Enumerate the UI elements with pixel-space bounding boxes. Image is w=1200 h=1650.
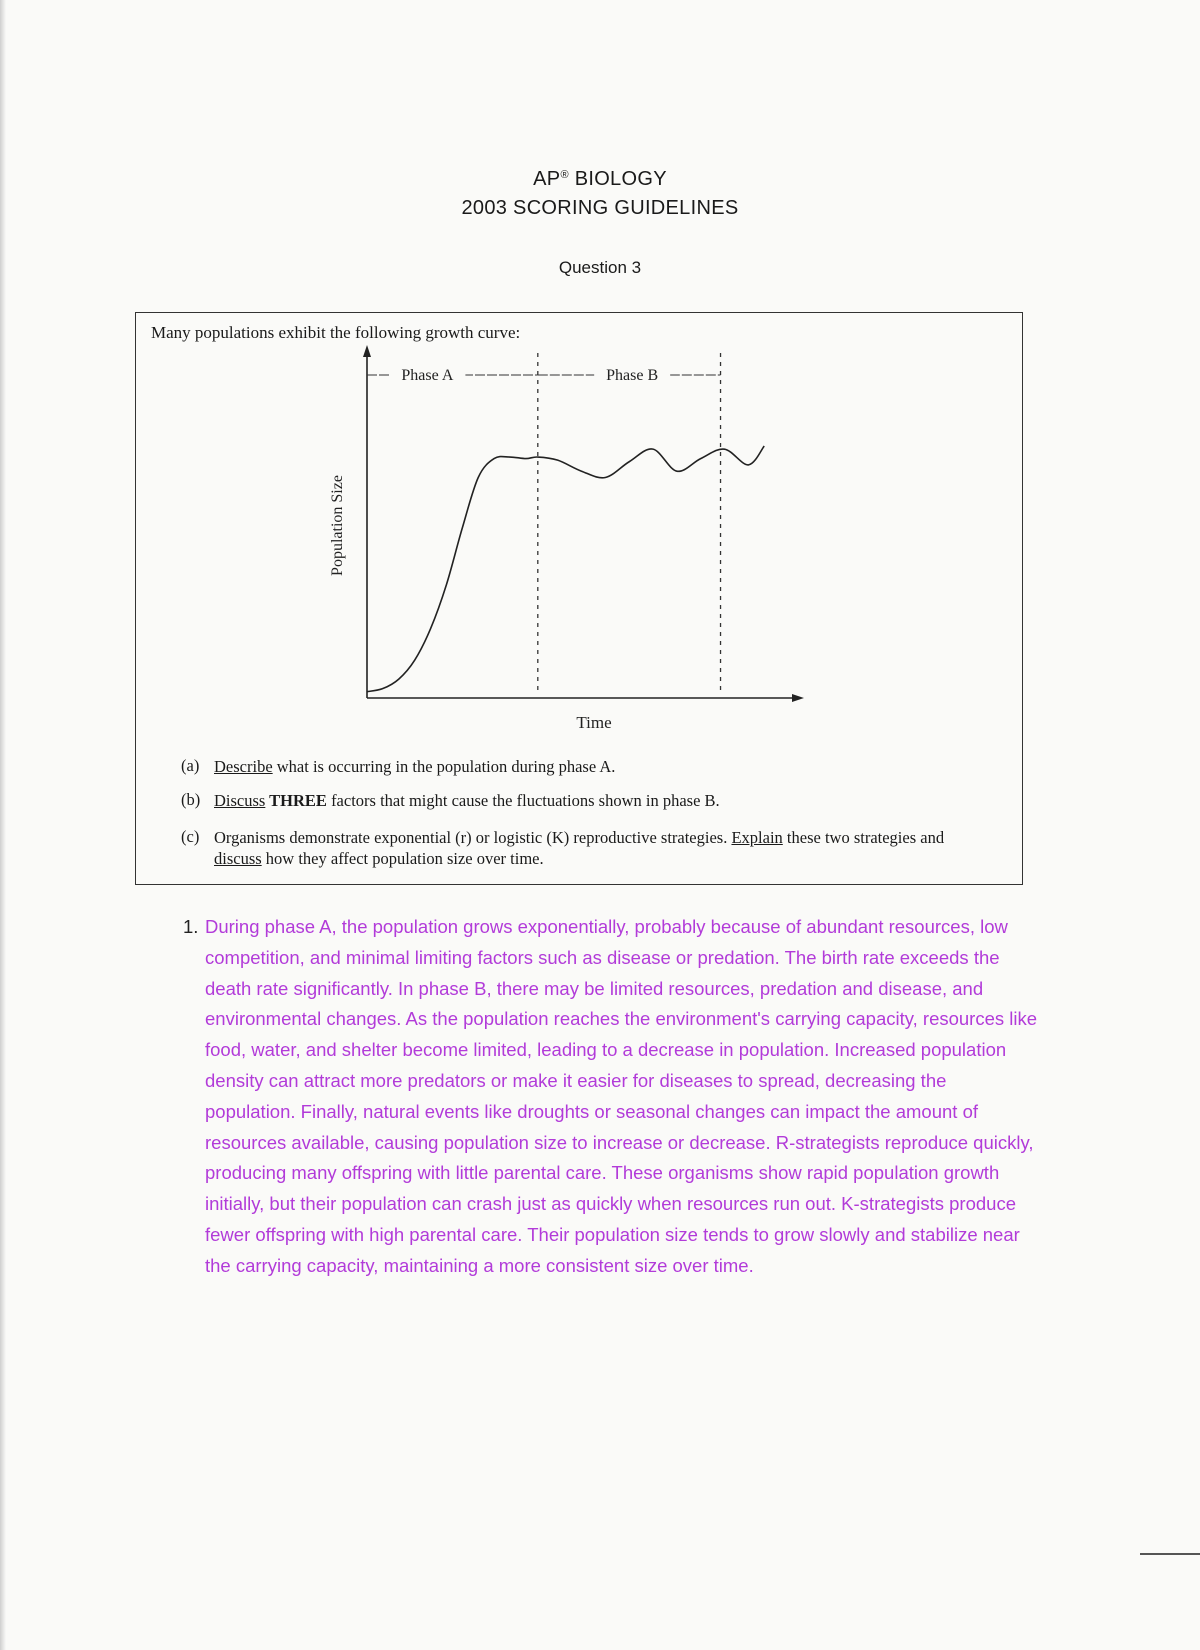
part-b-text: factors that might cause the fluctuations shown in phase B. — [326, 791, 720, 810]
y-axis-label: Population Size — [329, 475, 346, 576]
part-b-bold: THREE — [265, 791, 327, 810]
part-a-label: (a) — [181, 756, 200, 775]
growth-curve-chart — [136, 313, 1021, 753]
part-c-verb2: discuss — [214, 849, 262, 868]
page-edge-shadow — [0, 0, 6, 1650]
part-a-text: what is occurring in the population during phase A. — [272, 757, 616, 776]
part-c-pre: Organisms demonstrate exponential (r) or logistic (K) reproductive strategies. — [214, 828, 732, 847]
x-axis-arrow — [792, 694, 804, 702]
part-c-verb: Explain — [731, 828, 783, 847]
part-c-text: how they affect population size over time. — [261, 849, 544, 868]
part-c-mid: these two strategies and — [782, 828, 945, 847]
question-heading: Question 3 — [558, 258, 642, 277]
phase-b-label: Phase B — [606, 367, 659, 384]
x-axis-label: Time — [576, 713, 612, 732]
y-axis-arrow — [363, 345, 371, 357]
answer-text: During phase A, the population grows exponentially, probably because of abundant resources, low competition, and minimal limiting factors such as disease or predation. The birth rate exceeds the death rate significantly. In phase B, there may be limited resources, predation and disease, and environmental changes. As the population reaches the environment's carrying capacity, resources like food, water, and shelter become limited, leading to a decrease in population. Increased population density can attract more predators or make it easier for diseases to spread, decreasing the population. Finally, natural events like droughts or seasonal changes can impact the amount of resources available, causing population size to increase or decrease. R-strategists reproduce quickly, producing many offspring with little parental care. These organisms show rapid population growth initially, but their population can crash just as quickly when resources run out. K-strategists produce fewer offspring with high parental care. Their population size tends to grow slowly and stabilize near the carrying capacity, maintaining a more consistent size over time. — [205, 916, 1038, 1276]
phase-a-label: Phase A — [401, 367, 454, 384]
part-c-label: (c) — [181, 827, 200, 846]
page-edge-line — [1140, 1553, 1200, 1555]
part-a-verb: Describe — [214, 757, 273, 776]
question-intro: Many populations exhibit the following growth curve: — [151, 323, 521, 342]
part-b-verb: Discuss — [214, 791, 266, 810]
registered-mark: ® — [560, 169, 569, 181]
answer-number: 1. — [183, 916, 199, 937]
part-b-label: (b) — [181, 790, 201, 809]
doc-title: AP® BIOLOGY — [533, 168, 667, 190]
growth-curve-line — [367, 446, 764, 692]
question-box — [135, 312, 1023, 885]
doc-subtitle: 2003 SCORING GUIDELINES — [461, 197, 739, 219]
